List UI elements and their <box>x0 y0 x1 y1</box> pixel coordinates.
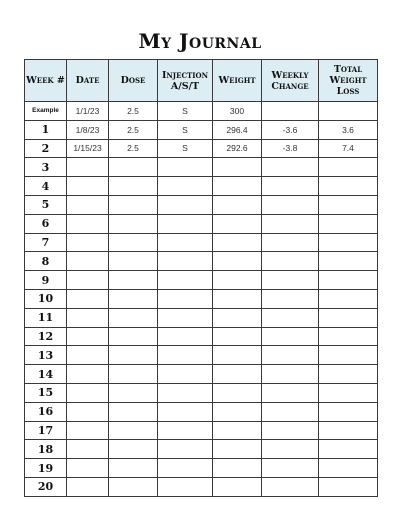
weekly-change-cell <box>262 421 319 440</box>
weight-cell <box>213 289 262 308</box>
total-loss-cell <box>319 214 378 233</box>
date-cell <box>67 365 109 384</box>
injection-cell <box>158 214 213 233</box>
total-loss-cell <box>319 440 378 459</box>
injection-cell <box>158 252 213 271</box>
injection-cell: S <box>158 139 213 158</box>
weekly-change-cell <box>262 233 319 252</box>
header-row <box>25 60 378 102</box>
weekly-change-cell <box>262 477 319 496</box>
table-row <box>25 195 378 214</box>
table-row <box>25 233 378 252</box>
date-cell <box>67 214 109 233</box>
journal-table <box>24 59 378 497</box>
date-cell <box>67 289 109 308</box>
table-row <box>25 177 378 196</box>
dose-cell <box>109 233 158 252</box>
injection-cell <box>158 271 213 290</box>
column-header-date: Date <box>67 60 109 102</box>
dose-cell <box>109 214 158 233</box>
date-cell: 1/8/23 <box>67 120 109 139</box>
column-header-weight: Weight <box>213 60 262 102</box>
table-row <box>25 459 378 478</box>
table-row <box>25 402 378 421</box>
weight-cell <box>213 365 262 384</box>
dose-cell <box>109 271 158 290</box>
weekly-change-cell <box>262 289 319 308</box>
dose-cell <box>109 252 158 271</box>
weekly-change-cell <box>262 158 319 177</box>
date-cell <box>67 195 109 214</box>
dose-cell: 2.5 <box>109 139 158 158</box>
weight-cell <box>213 252 262 271</box>
total-loss-cell <box>319 346 378 365</box>
injection-cell <box>158 308 213 327</box>
total-loss-cell <box>319 459 378 478</box>
table-row <box>25 289 378 308</box>
column-header-injection: Injection A/S/T <box>158 60 213 102</box>
dose-cell <box>109 346 158 365</box>
weekly-change-cell <box>262 252 319 271</box>
table-row <box>25 308 378 327</box>
table-row <box>25 271 378 290</box>
weight-cell <box>213 459 262 478</box>
total-loss-cell: 3.6 <box>319 120 378 139</box>
column-header-dose: Dose <box>109 60 158 102</box>
injection-cell <box>158 440 213 459</box>
weight-cell <box>213 308 262 327</box>
total-loss-cell <box>319 402 378 421</box>
injection-cell <box>158 421 213 440</box>
week-cell: 7 <box>25 233 67 252</box>
week-cell: 18 <box>25 440 67 459</box>
injection-cell <box>158 459 213 478</box>
total-loss-cell <box>319 327 378 346</box>
table-row <box>25 139 378 158</box>
dose-cell <box>109 440 158 459</box>
date-cell <box>67 308 109 327</box>
weight-cell <box>213 440 262 459</box>
date-cell <box>67 477 109 496</box>
injection-cell <box>158 289 213 308</box>
week-cell: 10 <box>25 289 67 308</box>
dose-cell: 2.5 <box>109 102 158 121</box>
table-row <box>25 252 378 271</box>
weekly-change-cell <box>262 459 319 478</box>
total-loss-cell <box>319 421 378 440</box>
weight-cell <box>213 346 262 365</box>
weekly-change-cell <box>262 271 319 290</box>
weekly-change-cell <box>262 195 319 214</box>
week-cell: 8 <box>25 252 67 271</box>
page-title: My Journal <box>138 29 262 53</box>
total-loss-cell <box>319 252 378 271</box>
table-row <box>25 477 378 496</box>
weekly-change-cell <box>262 440 319 459</box>
date-cell <box>67 459 109 478</box>
weight-cell <box>213 214 262 233</box>
total-loss-cell <box>319 102 378 121</box>
dose-cell <box>109 158 158 177</box>
week-cell: 17 <box>25 421 67 440</box>
week-cell: 20 <box>25 477 67 496</box>
week-cell: 6 <box>25 214 67 233</box>
total-loss-cell: 7.4 <box>319 139 378 158</box>
weekly-change-cell <box>262 327 319 346</box>
week-cell: Example <box>25 102 67 121</box>
table-row <box>25 120 378 139</box>
dose-cell <box>109 383 158 402</box>
table-row <box>25 365 378 384</box>
weight-cell: 300 <box>213 102 262 121</box>
total-loss-cell <box>319 177 378 196</box>
date-cell <box>67 158 109 177</box>
weight-cell <box>213 477 262 496</box>
injection-cell <box>158 402 213 421</box>
table-row <box>25 440 378 459</box>
week-cell: 3 <box>25 158 67 177</box>
total-loss-cell <box>319 233 378 252</box>
week-cell: 12 <box>25 327 67 346</box>
table-body <box>25 102 378 497</box>
injection-cell <box>158 233 213 252</box>
weight-cell <box>213 327 262 346</box>
dose-cell <box>109 459 158 478</box>
dose-cell <box>109 402 158 421</box>
date-cell <box>67 421 109 440</box>
weekly-change-cell <box>262 308 319 327</box>
table-row <box>25 421 378 440</box>
total-loss-cell <box>319 477 378 496</box>
date-cell: 1/15/23 <box>67 139 109 158</box>
injection-cell <box>158 158 213 177</box>
dose-cell <box>109 289 158 308</box>
dose-cell <box>109 308 158 327</box>
column-header-weekly-change: Weekly Change <box>262 60 319 102</box>
week-cell: 11 <box>25 308 67 327</box>
week-cell: 13 <box>25 346 67 365</box>
week-cell: 9 <box>25 271 67 290</box>
date-cell <box>67 252 109 271</box>
injection-cell: S <box>158 120 213 139</box>
table-row <box>25 346 378 365</box>
weekly-change-cell <box>262 383 319 402</box>
week-cell: 14 <box>25 365 67 384</box>
date-cell <box>67 233 109 252</box>
table-header <box>25 60 378 102</box>
date-cell <box>67 383 109 402</box>
week-cell: 1 <box>25 120 67 139</box>
weight-cell: 296.4 <box>213 120 262 139</box>
weight-cell <box>213 383 262 402</box>
weight-cell <box>213 158 262 177</box>
dose-cell <box>109 421 158 440</box>
dose-cell <box>109 477 158 496</box>
column-header-total-weight-loss: Total Weight Loss <box>319 60 378 102</box>
dose-cell: 2.5 <box>109 120 158 139</box>
weekly-change-cell <box>262 102 319 121</box>
weight-cell <box>213 402 262 421</box>
total-loss-cell <box>319 158 378 177</box>
dose-cell <box>109 365 158 384</box>
total-loss-cell <box>319 308 378 327</box>
week-cell: 5 <box>25 195 67 214</box>
weekly-change-cell <box>262 402 319 421</box>
weight-cell: 292.6 <box>213 139 262 158</box>
date-cell: 1/1/23 <box>67 102 109 121</box>
column-header-week: Week # <box>25 60 67 102</box>
week-cell: 15 <box>25 383 67 402</box>
total-loss-cell <box>319 271 378 290</box>
weekly-change-cell <box>262 346 319 365</box>
example-row <box>25 102 378 121</box>
dose-cell <box>109 327 158 346</box>
injection-cell <box>158 383 213 402</box>
injection-cell <box>158 477 213 496</box>
injection-cell <box>158 195 213 214</box>
date-cell <box>67 440 109 459</box>
date-cell <box>67 177 109 196</box>
weight-cell <box>213 177 262 196</box>
total-loss-cell <box>319 195 378 214</box>
weight-cell <box>213 271 262 290</box>
weekly-change-cell <box>262 214 319 233</box>
table-row <box>25 214 378 233</box>
weekly-change-cell <box>262 177 319 196</box>
week-cell: 4 <box>25 177 67 196</box>
week-cell: 19 <box>25 459 67 478</box>
date-cell <box>67 271 109 290</box>
injection-cell <box>158 177 213 196</box>
total-loss-cell <box>319 365 378 384</box>
date-cell <box>67 346 109 365</box>
week-cell: 2 <box>25 139 67 158</box>
injection-cell <box>158 327 213 346</box>
injection-cell <box>158 365 213 384</box>
week-cell: 16 <box>25 402 67 421</box>
weight-cell <box>213 195 262 214</box>
injection-cell: S <box>158 102 213 121</box>
table-row <box>25 158 378 177</box>
weekly-change-cell: -3.6 <box>262 120 319 139</box>
date-cell <box>67 402 109 421</box>
weekly-change-cell: -3.8 <box>262 139 319 158</box>
injection-cell <box>158 346 213 365</box>
weight-cell <box>213 421 262 440</box>
date-cell <box>67 327 109 346</box>
table-row <box>25 383 378 402</box>
weight-cell <box>213 233 262 252</box>
dose-cell <box>109 177 158 196</box>
total-loss-cell <box>319 383 378 402</box>
dose-cell <box>109 195 158 214</box>
weekly-change-cell <box>262 365 319 384</box>
total-loss-cell <box>319 289 378 308</box>
table-row <box>25 327 378 346</box>
